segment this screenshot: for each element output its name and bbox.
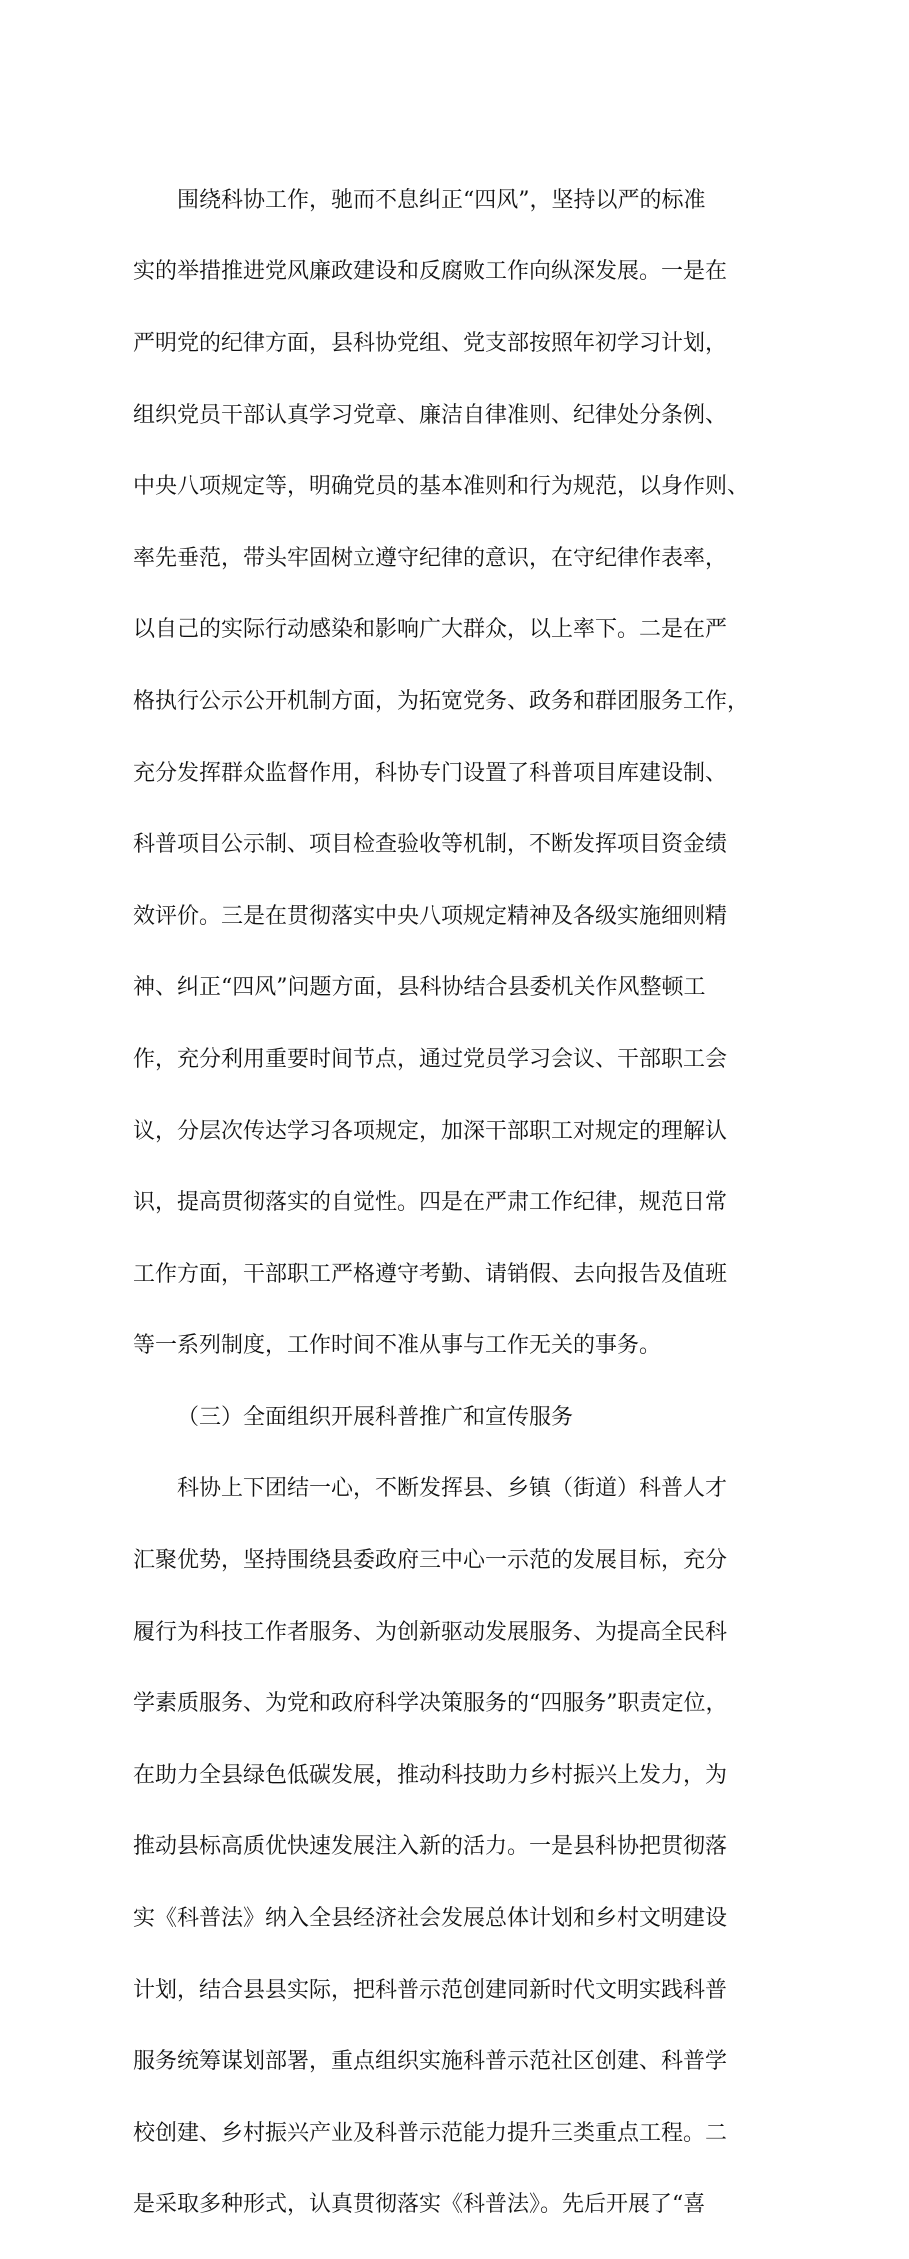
- text-line: 在助力全县绿色低碳发展，推动科技助力乡村振兴上发力，为: [133, 1762, 728, 1788]
- text-line: 等一系列制度，工作时间不准从事与工作无关的事务。: [133, 1333, 662, 1359]
- section-heading: （三）全面组织开展科普推广和宣传服务: [177, 1404, 574, 1430]
- text-line: 围绕科协工作，驰而不息纠正“四风”，坚持以严的标准: [177, 187, 706, 213]
- text-line: 识，提高贯彻落实的自觉性。四是在严肃工作纪律，规范日常: [133, 1190, 728, 1216]
- text-line: 计划，结合县县实际，把科普示范创建同新时代文明实践科普: [133, 1977, 728, 2003]
- text-line: 格执行公示公开机制方面，为拓宽党务、政务和群团服务工作，: [133, 688, 750, 714]
- text-line: 充分发挥群众监督作用，科协专门设置了科普项目库建设制、: [133, 760, 728, 786]
- text-line: 是采取多种形式，认真贯彻落实《科普法》。先后开展了“喜: [133, 2192, 706, 2218]
- text-line: 校创建、乡村振兴产业及科普示范能力提升三类重点工程。二: [133, 2120, 728, 2146]
- text-line: 实《科普法》纳入全县经济社会发展总体计划和乡村文明建设: [133, 1906, 728, 1932]
- text-line: 神、纠正“四风”问题方面，县科协结合县委机关作风整顿工: [133, 975, 706, 1001]
- text-line: 效评价。三是在贯彻落实中央八项规定精神及各级实施细则精: [133, 903, 728, 929]
- text-line: 科协上下团结一心，不断发挥县、乡镇（街道）科普人才: [177, 1476, 728, 1502]
- paragraph-1: [133, 147, 793, 1400]
- text-line: 工作方面，干部职工严格遵守考勤、请销假、去向报告及值班: [133, 1261, 728, 1287]
- text-line: 作，充分利用重要时间节点，通过党员学习会议、干部职工会: [133, 1046, 728, 1072]
- paragraph-2: [133, 1436, 793, 2259]
- text-line: 推动县标高质优快速发展注入新的活力。一是县科协把贯彻落: [133, 1834, 728, 1860]
- text-line: 汇聚优势，坚持围绕县委政府三中心一示范的发展目标，充分: [133, 1548, 728, 1574]
- text-line: 议，分层次传达学习各项规定，加深干部职工对规定的理解认: [133, 1118, 728, 1144]
- text-line: 以自己的实际行动感染和影响广大群众，以上率下。二是在严: [133, 617, 728, 643]
- text-line: 中央八项规定等，明确党员的基本准则和行为规范，以身作则、: [133, 474, 750, 500]
- text-line: 服务统筹谋划部署，重点组织实施科普示范社区创建、科普学: [133, 2049, 728, 2075]
- document-body: [133, 147, 793, 2259]
- text-line: 学素质服务、为党和政府科学决策服务的“四服务”职责定位，: [133, 1691, 728, 1717]
- text-line: 严明党的纪律方面，县科协党组、党支部按照年初学习计划，: [133, 330, 728, 356]
- text-line: 组织党员干部认真学习党章、廉洁自律准则、纪律处分条例、: [133, 402, 728, 428]
- text-line: 实的举措推进党风廉政建设和反腐败工作向纵深发展。一是在: [133, 259, 728, 285]
- text-line: 率先垂范，带头牢固树立遵守纪律的意识，在守纪律作表率，: [133, 545, 728, 571]
- text-line: 履行为科技工作者服务、为创新驱动发展服务、为提高全民科: [133, 1619, 728, 1645]
- text-line: 科普项目公示制、项目检查验收等机制，不断发挥项目资金绩: [133, 832, 728, 858]
